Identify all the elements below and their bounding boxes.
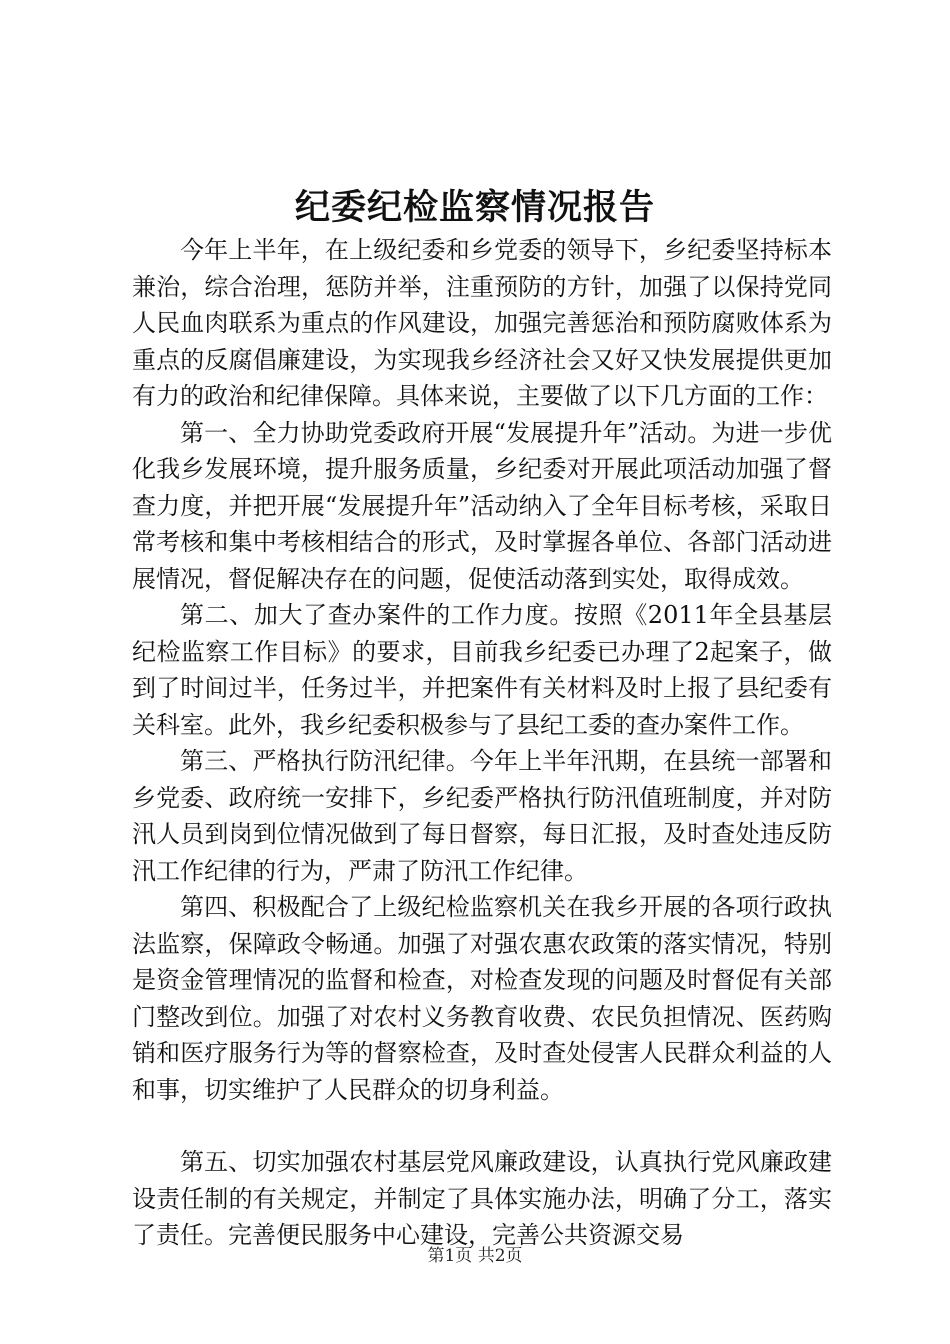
paragraph-fifth: 第五、切实加强农村基层党风廉政建设，认真执行党风廉政建设责任制的有关规定，并制定了具体实施办法，明确了分工，落实了责任。完善便民服务中心建设，完善公共资源交易 xyxy=(132,1148,832,1249)
paragraph-third: 第三、严格执行防汛纪律。今年上半年汛期，在县统一部署和乡党委、政府统一安排下，乡纪委严格执行防汛值班制度，并对防汛人员到岗到位情况做到了每日督察，每日汇报，及时查处违反防汛工作纪律的行为，严肃了防汛工作纪律。 xyxy=(132,747,832,885)
page-number-footer: 第1页 共2页 xyxy=(427,1246,523,1266)
document-title: 纪委纪检监察情况报告 xyxy=(294,187,655,228)
document-body xyxy=(132,232,832,1254)
paragraph-intro: 今年上半年，在上级纪委和乡党委的领导下，乡纪委坚持标本兼治，综合治理，惩防并举，注重预防的方针，加强了以保持党同人民血肉联系为重点的作风建设，加强完善惩治和预防腐败体系为重点的反腐倡廉建设，为实现我乡经济社会又好又快发展提供更加有力的政治和纪律保障。具体来说，主要做了以下几方面的工作： xyxy=(132,236,832,410)
paragraph-fourth: 第四、积极配合了上级纪检监察机关在我乡开展的各项行政执法监察，保障政令畅通。加强了对强农惠农政策的落实情况，特别是资金管理情况的监督和检查，对检查发现的问题及时督促有关部门整改到位。加强了对农村义务教育收费、农民负担情况、医药购销和医疗服务行为等的督察检查，及时查处侵害人民群众利益的人和事，切实维护了人民群众的切身利益。 xyxy=(132,893,832,1104)
paragraph-second: 第二、加大了查办案件的工作力度。按照《2011年全县基层纪检监察工作目标》的要求，目前我乡纪委已办理了2起案子，做到了时间过半，任务过半，并把案件有关材料及时上报了县纪委有关科室。此外，我乡纪委积极参与了县纪工委的查办案件工作。 xyxy=(132,601,832,739)
paragraph-first: 第一、全力协助党委政府开展“发展提升年”活动。为进一步优化我乡发展环境，提升服务质量，乡纪委对开展此项活动加强了督查力度，并把开展“发展提升年”活动纳入了全年目标考核，采取日常考核和集中考核相结合的形式，及时掌握各单位、各部门活动进展情况，督促解决存在的问题，促使活动落到实处，取得成效。 xyxy=(132,418,832,593)
